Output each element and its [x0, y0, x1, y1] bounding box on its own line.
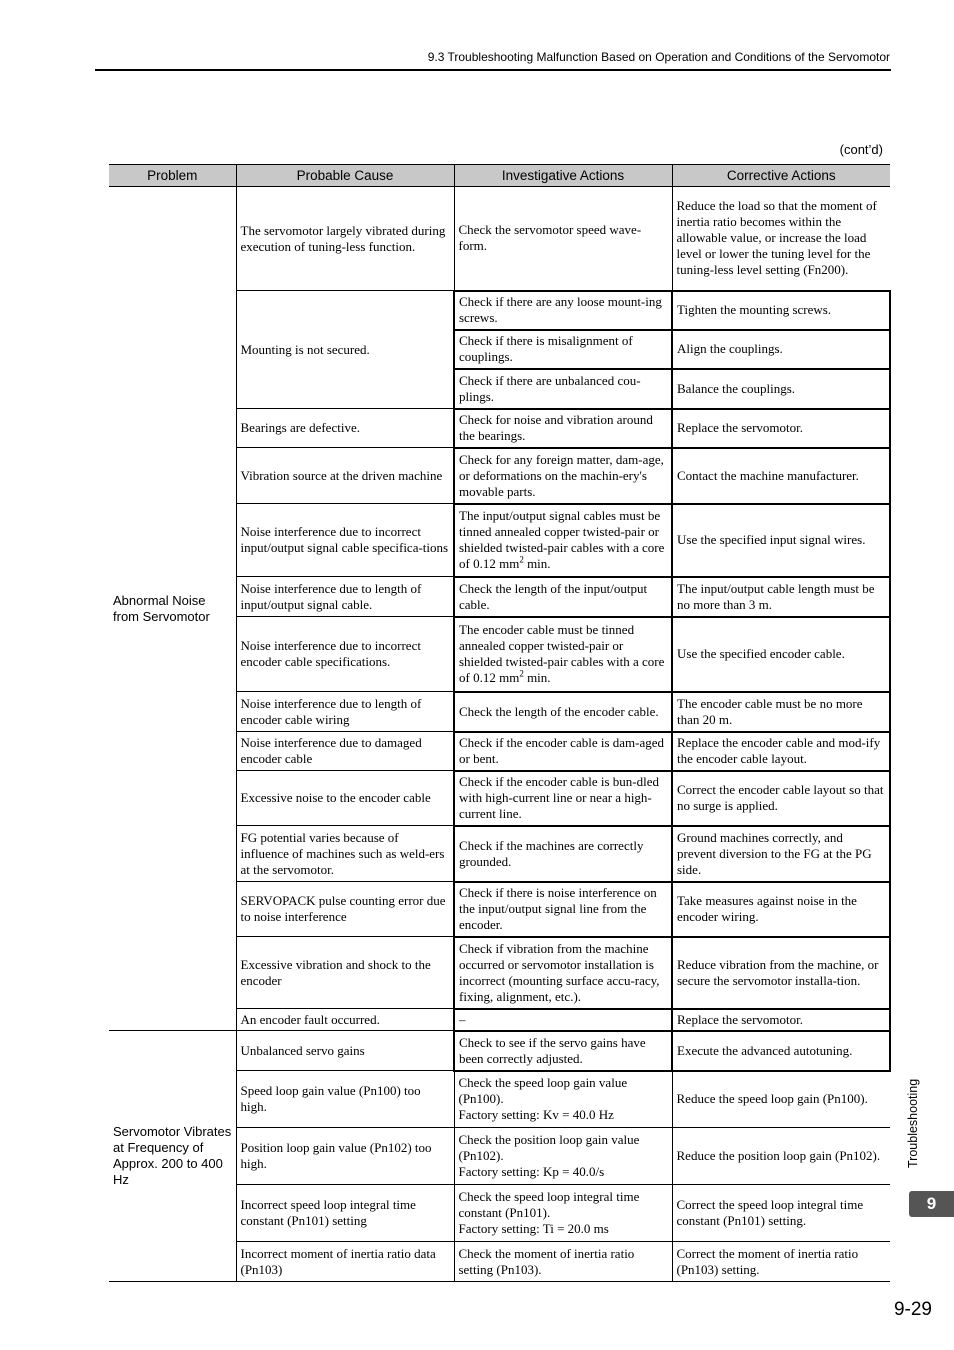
- cause-cell: Noise interference due to damaged encoder cable: [236, 732, 454, 771]
- action-text: The encoder cable must be tinned annealed copper twisted-pair or shielded twisted-pair cables with a core of 0.12 mm: [459, 622, 665, 685]
- action-cell: Check if there are unbalanced cou-plings.: [454, 369, 672, 409]
- action-cell: [454, 504, 672, 577]
- fix-cell: The input/output cable length must be no more than 3 m.: [672, 577, 890, 617]
- fix-cell: Tighten the mounting screws.: [672, 291, 890, 330]
- fix-cell: Contact the machine manufacturer.: [672, 448, 890, 504]
- cause-cell: Noise interference due to length of encoder cable wiring: [236, 692, 454, 732]
- cause-cell: The servomotor largely vibrated during execution of tuning-less function.: [236, 187, 454, 291]
- cause-cell: Noise interference due to incorrect encoder cable specifications.: [236, 617, 454, 692]
- superscript: 2: [519, 554, 524, 565]
- col-header-corrective-actions: Corrective Actions: [672, 165, 890, 187]
- fix-cell: Take measures against noise in the encoder wiring.: [672, 882, 890, 937]
- fix-cell: Correct the moment of inertia ratio (Pn103) setting.: [672, 1242, 890, 1282]
- cause-cell: Vibration source at the driven machine: [236, 448, 454, 504]
- fix-cell: Reduce vibration from the machine, or secure the servomotor installa-tion.: [672, 937, 890, 1009]
- cause-cell: An encoder fault occurred.: [236, 1009, 454, 1031]
- header-rule: [95, 69, 891, 71]
- action-cell: Check the servomotor speed wave-form.: [454, 187, 672, 291]
- action-text: Check the speed loop integral time constant (Pn101).: [458, 1189, 640, 1220]
- action-cell: Check if the encoder cable is bun-dled with high-current line or near a high-current line.: [454, 771, 672, 826]
- table-row: [109, 1031, 890, 1071]
- action-cell: Check if there is misalignment of couplings.: [454, 330, 672, 369]
- action-text: Check the position loop gain value (Pn102).: [458, 1132, 640, 1163]
- cause-cell: SERVOPACK pulse counting error due to noise interference: [236, 882, 454, 937]
- fix-cell: Execute the advanced autotuning.: [672, 1031, 890, 1071]
- side-tab-text: Troubleshooting: [906, 1078, 920, 1168]
- fix-cell: Replace the encoder cable and mod-ify the encoder cable layout.: [672, 732, 890, 771]
- factory-setting: Factory setting: Kp = 40.0/s: [458, 1164, 605, 1179]
- fix-cell: Use the specified input signal wires.: [672, 504, 890, 577]
- fix-cell: Reduce the position loop gain (Pn102).: [672, 1128, 890, 1185]
- cause-cell: Bearings are defective.: [236, 409, 454, 448]
- section-header: 9.3 Troubleshooting Malfunction Based on Operation and Conditions of the Servomotor: [427, 50, 890, 64]
- cause-cell: Incorrect moment of inertia ratio data (Pn103): [236, 1242, 454, 1282]
- action-cell: Check if there are any loose mount-ing screws.: [454, 291, 672, 330]
- cause-cell: Incorrect speed loop integral time constant (Pn101) setting: [236, 1185, 454, 1242]
- side-tab-label: [906, 1066, 932, 1168]
- cause-cell: Noise interference due to length of input/output signal cable.: [236, 577, 454, 617]
- fix-cell: Ground machines correctly, and prevent diversion to the FG at the PG side.: [672, 826, 890, 882]
- continued-label: (cont’d): [839, 142, 883, 157]
- cause-cell: Position loop gain value (Pn102) too high.: [236, 1128, 454, 1185]
- action-cell: Check the moment of inertia ratio setting (Pn103).: [454, 1242, 672, 1282]
- chapter-number-tab: 9: [909, 1191, 954, 1217]
- cause-cell: Noise interference due to incorrect input/output signal cable specifica-tions: [236, 504, 454, 577]
- action-tail: min.: [523, 670, 551, 685]
- superscript: 2: [519, 668, 524, 679]
- cause-cell: Excessive noise to the encoder cable: [236, 771, 454, 826]
- col-header-probable-cause: Probable Cause: [236, 165, 454, 187]
- cause-cell: Speed loop gain value (Pn100) too high.: [236, 1071, 454, 1128]
- problem-cell: Abnormal Noise from Servomotor: [109, 187, 236, 1031]
- fix-cell: Correct the speed loop integral time constant (Pn101) setting.: [672, 1185, 890, 1242]
- action-cell: Check to see if the servo gains have been correctly adjusted.: [454, 1031, 672, 1071]
- action-cell: Check if vibration from the machine occurred or servomotor installation is incorrect (mounting surface accu-racy, fixing, alignment, etc.).: [454, 937, 672, 1009]
- cause-cell: FG potential varies because of influence of machines such as weld-ers at the servomotor.: [236, 826, 454, 882]
- action-text: Check the speed loop gain value (Pn100).: [458, 1075, 628, 1107]
- action-cell: Check the length of the encoder cable.: [454, 692, 672, 732]
- action-tail: min.: [523, 556, 551, 571]
- fix-cell: Align the couplings.: [672, 330, 890, 369]
- fix-cell: Balance the couplings.: [672, 369, 890, 409]
- factory-setting: Factory setting: Ti = 20.0 ms: [458, 1221, 609, 1236]
- action-cell: –: [454, 1009, 672, 1031]
- fix-cell: Replace the servomotor.: [672, 409, 890, 448]
- action-cell: [454, 1071, 672, 1128]
- fix-cell: Reduce the speed loop gain (Pn100).: [672, 1071, 890, 1128]
- action-cell: [454, 617, 672, 692]
- troubleshooting-table: [109, 164, 891, 1282]
- fix-cell: Use the specified encoder cable.: [672, 617, 890, 692]
- action-cell: Check if there is noise interference on the input/output signal line from the encoder.: [454, 882, 672, 937]
- action-cell: Check if the encoder cable is dam-aged or bent.: [454, 732, 672, 771]
- action-cell: Check the length of the input/output cable.: [454, 577, 672, 617]
- action-cell: Check for any foreign matter, dam-age, or deformations on the machin-ery's movable parts.: [454, 448, 672, 504]
- factory-setting: Factory setting: Kv = 40.0 Hz: [458, 1107, 614, 1123]
- cause-cell: Unbalanced servo gains: [236, 1031, 454, 1071]
- table-header-row: [109, 165, 890, 187]
- fix-cell: Reduce the load so that the moment of inertia ratio becomes within the allowable value, or increase the load level or lower the tuning level for the tuning-less level setting (Fn200).: [672, 187, 890, 291]
- action-cell: [454, 1128, 672, 1185]
- table-row: [109, 187, 890, 291]
- fix-cell: Correct the encoder cable layout so that no surge is applied.: [672, 771, 890, 826]
- fix-cell: The encoder cable must be no more than 20 m.: [672, 692, 890, 732]
- fix-cell: Replace the servomotor.: [672, 1009, 890, 1031]
- cause-cell: Excessive vibration and shock to the encoder: [236, 937, 454, 1009]
- action-cell: Check if the machines are correctly grounded.: [454, 826, 672, 882]
- col-header-investigative-actions: Investigative Actions: [454, 165, 672, 187]
- page-number: 9-29: [893, 1299, 932, 1320]
- problem-cell: Servomotor Vibrates at Frequency of Approx. 200 to 400 Hz: [109, 1031, 236, 1282]
- action-cell: [454, 1185, 672, 1242]
- action-cell: Check for noise and vibration around the bearings.: [454, 409, 672, 448]
- col-header-problem: Problem: [109, 165, 236, 187]
- cause-cell: Mounting is not secured.: [236, 291, 454, 409]
- action-text: The input/output signal cables must be tinned annealed copper twisted-pair or shielded twisted-pair cables with a core of 0.12 mm: [459, 508, 665, 571]
